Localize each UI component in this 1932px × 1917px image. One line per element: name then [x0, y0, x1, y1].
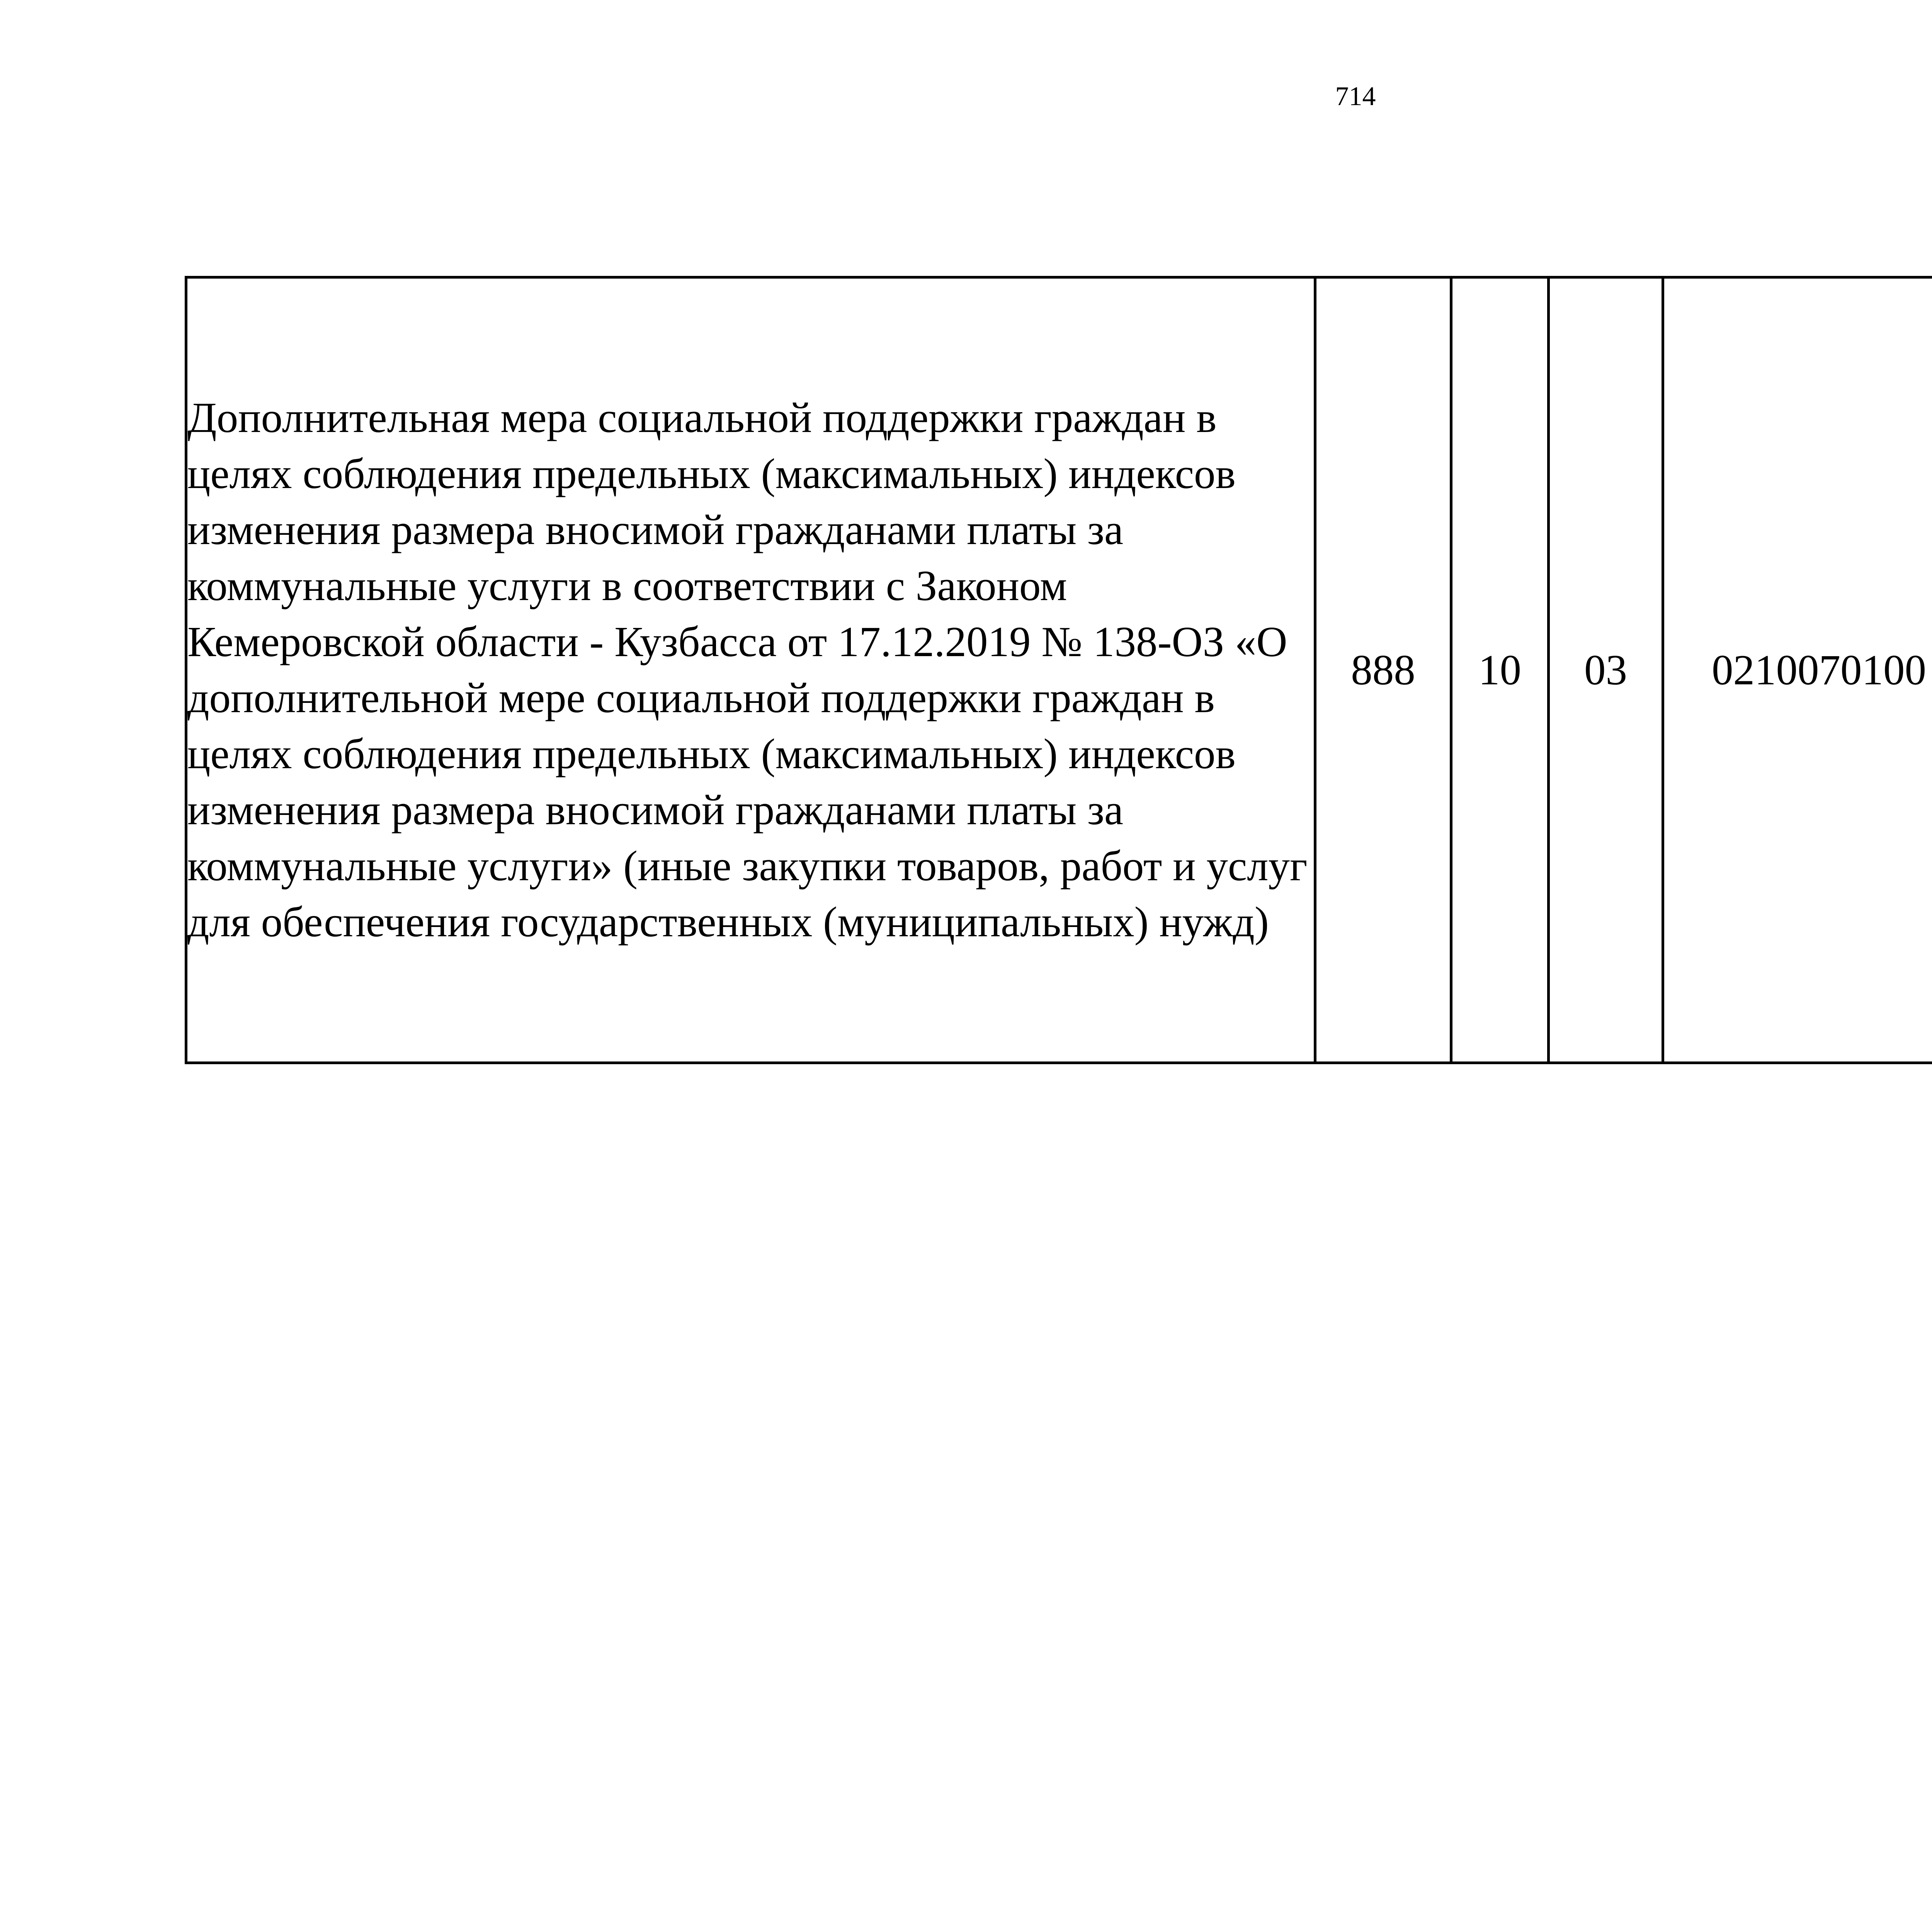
- section-cell: 10: [1451, 277, 1549, 1063]
- table-row: [186, 277, 1932, 1063]
- subsection-cell: 03: [1549, 277, 1663, 1063]
- target-article-cell: 0210070100: [1663, 277, 1932, 1063]
- description-cell: Дополнительная мера социальной поддержки граждан в целях соблюдения предельных (максимальных) индексов изменения размера вносимой гражданами платы за коммунальные услуги в соответствии с Законом Кемеровской области - Кузбасса от 17.12.2019 № 138-ОЗ «О дополнительной мере социальной поддержки граждан в целях соблюдения предельных (максимальных) индексов изменения размера вносимой гражданами платы за коммунальные услуги» (иные закупки товаров, работ и услуг для обеспечения государственных (муниципальных) нужд): [186, 277, 1315, 1063]
- ministry-code-cell: 888: [1315, 277, 1451, 1063]
- budget-table: [185, 276, 1932, 1064]
- page-number: 714: [1335, 82, 1376, 111]
